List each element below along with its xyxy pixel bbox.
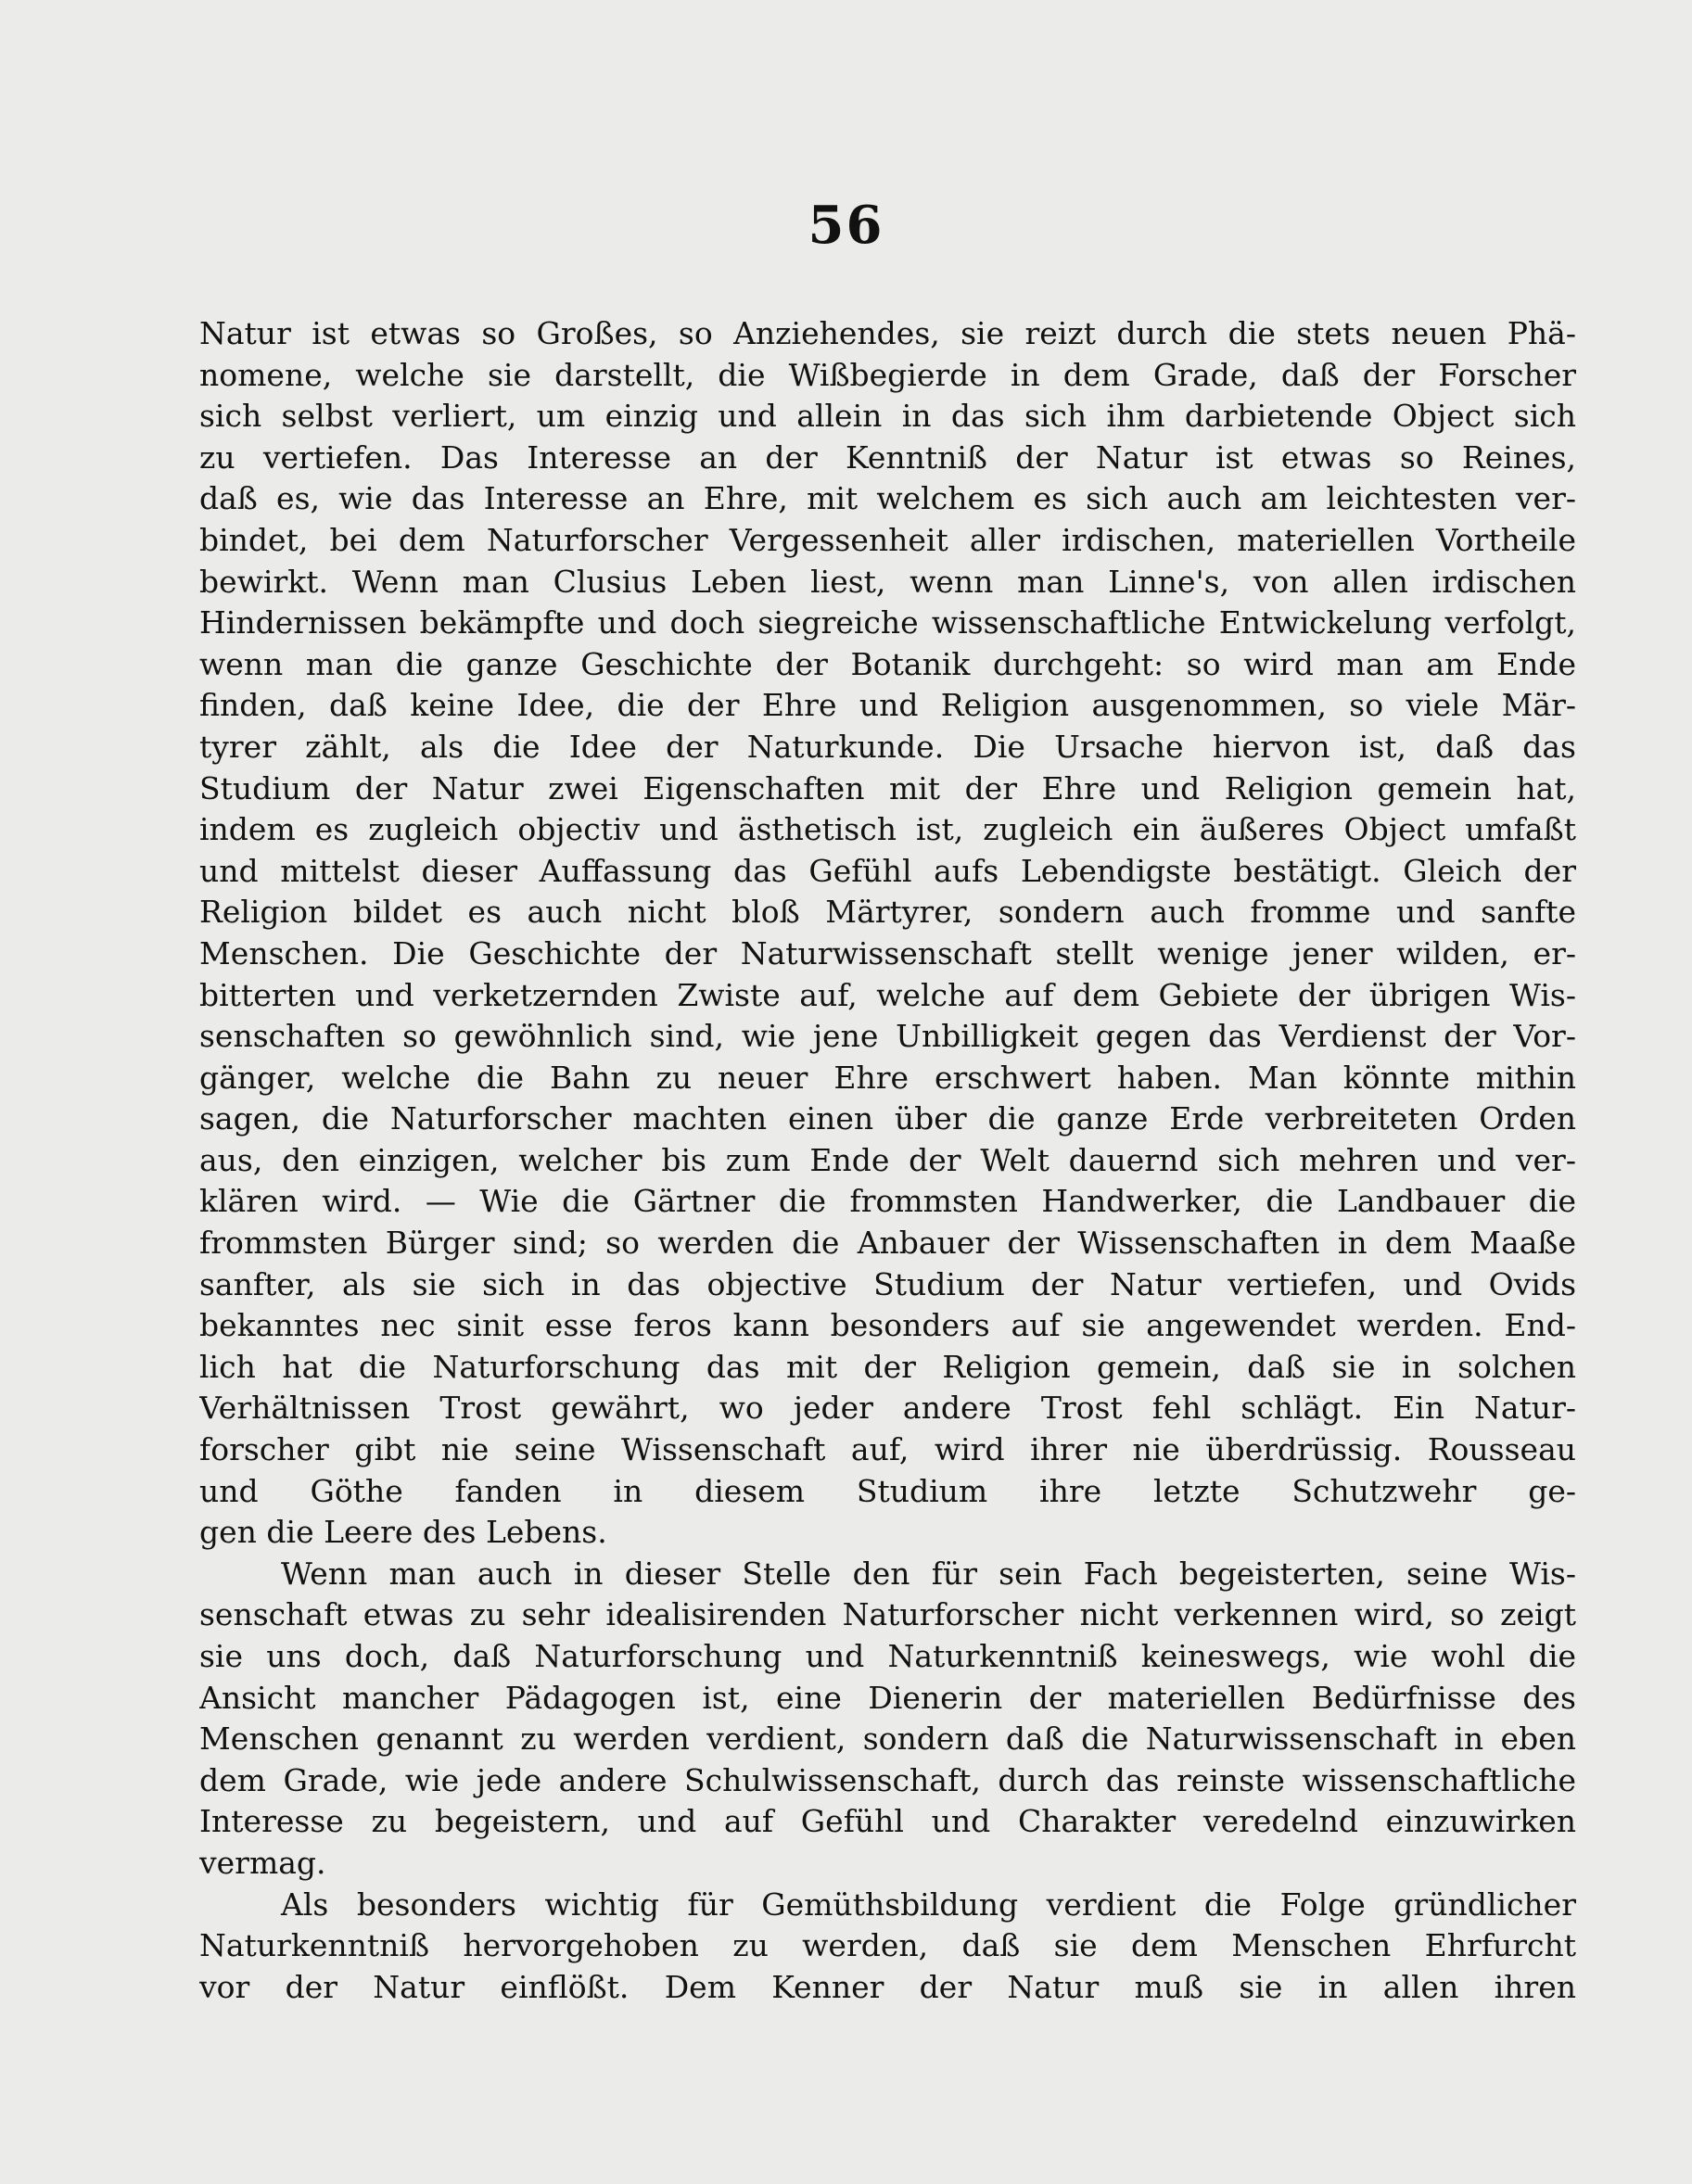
- text-line: Menschen. Die Geschichte der Naturwissenschaft stellt wenige jener wilden, er-: [199, 934, 1576, 971]
- text-line: sanfter, als sie sich in das objective Studium der Natur vertiefen, und Ovids: [199, 1265, 1576, 1302]
- text-line: Naturkenntniß hervorgehoben zu werden, daß sie dem Menschen Ehrfurcht: [199, 1927, 1576, 1964]
- text-line: forscher gibt nie seine Wissenschaft auf, wird ihrer nie überdrüssig. Rousseau: [199, 1431, 1576, 1468]
- text-line: Hindernissen bekämpfte und doch siegreiche wissenschaftliche Entwickelung verfolgt,: [199, 604, 1576, 641]
- text-line: wenn man die ganze Geschichte der Botanik durchgeht: so wird man am Ende: [199, 645, 1576, 682]
- text-line: tyrer zählt, als die Idee der Naturkunde. Die Ursache hiervon ist, daß das: [199, 728, 1576, 765]
- text-line: bekanntes nec sinit esse feros kann besonders auf sie angewendet werden. End-: [199, 1307, 1576, 1344]
- text-line: vor der Natur einflößt. Dem Kenner der Natur muß sie in allen ihren: [199, 1968, 1576, 2005]
- paragraph-2: [199, 1554, 1576, 1885]
- text-line: Natur ist etwas so Großes, so Anziehendes, sie reizt durch die stets neuen Phä-: [199, 315, 1576, 351]
- text-line: bitterten und verketzernden Zwiste auf, welche auf dem Gebiete der übrigen Wis-: [199, 976, 1576, 1013]
- text-line: Als besonders wichtig für Gemüthsbildung verdient die Folge gründlicher: [281, 1886, 1576, 1923]
- text-line: Religion bildet es auch nicht bloß Märtyrer, sondern auch fromme und sanfte: [199, 894, 1576, 931]
- text-line: daß es, wie das Interesse an Ehre, mit welchem es sich auch am leichtesten ver-: [199, 480, 1576, 517]
- text-line: aus, den einzigen, welcher bis zum Ende der Welt dauernd sich mehren und ver-: [199, 1141, 1576, 1178]
- text-line: und Göthe fanden in diesem Studium ihre letzte Schutzwehr ge-: [199, 1472, 1576, 1509]
- text-line: sie uns doch, daß Naturforschung und Naturkenntniß keineswegs, wie wohl die: [199, 1638, 1576, 1674]
- text-line: finden, daß keine Idee, die der Ehre und Religion ausgenommen, so viele Mär-: [199, 687, 1576, 724]
- text-line: bindet, bei dem Naturforscher Vergessenheit aller irdischen, materiellen Vortheile: [199, 521, 1576, 558]
- text-line: Verhältnissen Trost gewährt, wo jeder andere Trost fehl schlägt. Ein Natur-: [199, 1390, 1576, 1427]
- text-line: lich hat die Naturforschung das mit der Religion gemein, daß sie in solchen: [199, 1348, 1576, 1385]
- paragraph-1: [199, 313, 1576, 1554]
- text-line: gen die Leere des Lebens.: [199, 1514, 607, 1551]
- text-line: sagen, die Naturforscher machten einen über die ganze Erde verbreiteten Orden: [199, 1100, 1576, 1137]
- text-line: dem Grade, wie jede andere Schulwissenschaft, durch das reinste wissenschaftliche: [199, 1761, 1576, 1798]
- page-number: 56: [808, 195, 884, 256]
- text-line: frommsten Bürger sind; so werden die Anbauer der Wissenschaften in dem Maaße: [199, 1225, 1576, 1262]
- text-line: bewirkt. Wenn man Clusius Leben liest, wenn man Linne's, von allen irdischen: [199, 563, 1576, 600]
- text-line: indem es zugleich objectiv und ästhetisch ist, zugleich ein äußeres Object umfaßt: [199, 811, 1576, 848]
- body-text: [199, 313, 1576, 2008]
- text-line: und mittelst dieser Auffassung das Gefühl aufs Lebendigste bestätigt. Gleich der: [199, 852, 1576, 889]
- text-line: senschaften so gewöhnlich sind, wie jene Unbilligkeit gegen das Verdienst der Vor-: [199, 1018, 1576, 1055]
- text-line: klären wird. — Wie die Gärtner die frommsten Handwerker, die Landbauer die: [199, 1183, 1576, 1220]
- text-line: gänger, welche die Bahn zu neuer Ehre erschwert haben. Man könnte mithin: [199, 1059, 1576, 1096]
- text-line: sich selbst verliert, um einzig und allein in das sich ihm darbietende Object sich: [199, 398, 1576, 435]
- text-line: zu vertiefen. Das Interesse an der Kenntniß der Natur ist etwas so Reines,: [199, 438, 1576, 476]
- text-line: senschaft etwas zu sehr idealisirenden Naturforscher nicht verkennen wird, so zeigt: [199, 1596, 1576, 1633]
- text-line: nomene, welche sie darstellt, die Wißbegierde in dem Grade, daß der Forscher: [199, 356, 1576, 393]
- text-line: Interesse zu begeistern, und auf Gefühl und Charakter veredelnd einzuwirken: [199, 1803, 1576, 1840]
- text-line: Wenn man auch in dieser Stelle den für sein Fach begeisterten, seine Wis-: [281, 1555, 1576, 1592]
- text-line: Studium der Natur zwei Eigenschaften mit der Ehre und Religion gemein hat,: [199, 769, 1576, 806]
- text-line: vermag.: [199, 1844, 326, 1881]
- text-line: Ansicht mancher Pädagogen ist, eine Dienerin der materiellen Bedürfnisse des: [199, 1679, 1576, 1716]
- text-line: Menschen genannt zu werden verdient, sondern daß die Naturwissenschaft in eben: [199, 1721, 1576, 1758]
- paragraph-3: [199, 1885, 1576, 2009]
